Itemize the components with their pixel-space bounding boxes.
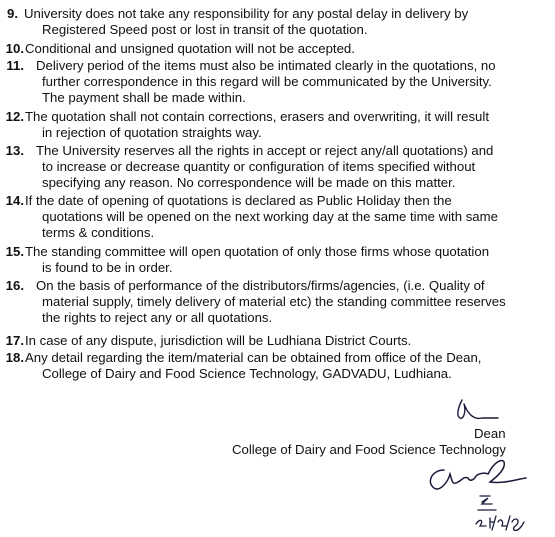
- item-text-line: to increase or decrease quantity or configuration of items specified without: [42, 159, 476, 174]
- handwritten-signature-icon: [452, 396, 502, 428]
- signatory-institution: College of Dairy and Food Science Technology: [232, 442, 506, 457]
- item-number: 13.: [5, 143, 24, 158]
- item-text-line: In case of any dispute, jurisdiction will be Ludhiana District Courts.: [25, 333, 412, 348]
- item-number: 9.: [7, 6, 18, 21]
- item-text-line: the rights to reject any or all quotations.: [42, 310, 273, 325]
- item-text-line: in rejection of quotation straights way.: [42, 125, 262, 140]
- item-text-line: Registered Speed post or lost in transit of the quotation.: [42, 22, 368, 37]
- item-text-line: is found to be in order.: [42, 260, 173, 275]
- item-number: 12.: [5, 109, 24, 124]
- item-text-line: The payment shall be made within.: [42, 90, 246, 105]
- signatory-title: Dean: [474, 426, 506, 441]
- item-text-line: Delivery period of the items must also be intimated clearly in the quotations, no: [36, 58, 496, 73]
- item-number: 10.: [5, 41, 24, 56]
- item-text-line: The standing committee will open quotation of only those firms whose quotation: [25, 244, 490, 259]
- item-number: 14.: [5, 193, 24, 208]
- item-text-line: University does not take any responsibility for any postal delay in delivery by: [24, 6, 469, 21]
- item-text-line: Conditional and unsigned quotation will not be accepted.: [25, 41, 355, 56]
- item-number: 16.: [5, 278, 24, 293]
- item-text-line: College of Dairy and Food Science Technology, GADVADU, Ludhiana.: [42, 366, 452, 381]
- item-text-line: specifying any reason. No correspondence will be made on this matter.: [42, 175, 456, 190]
- item-text-line: terms & conditions.: [42, 225, 155, 240]
- item-number: 18.: [5, 350, 24, 365]
- item-text-line: On the basis of performance of the distributors/firms/agencies, (i.e. Quality of: [36, 278, 485, 293]
- item-text-line: If the date of opening of quotations is declared as Public Holiday then the: [25, 193, 452, 208]
- item-number: 17.: [5, 333, 24, 348]
- item-text-line: material supply, timely delivery of material etc) the standing committee reserves: [42, 294, 506, 309]
- item-text-line: Any detail regarding the item/material can be obtained from office of the Dean,: [25, 350, 482, 365]
- initials-with-date-icon: [418, 452, 543, 534]
- item-text-line: further correspondence in this regard will be communicated by the University.: [42, 74, 492, 89]
- item-text-line: quotations will be opened on the next working day at the same time with same: [42, 209, 498, 224]
- item-number: 11.: [6, 58, 24, 73]
- item-text-line: The University reserves all the rights in accept or reject any/all quotations) and: [36, 143, 494, 158]
- item-number: 15.: [5, 244, 24, 259]
- item-text-line: The quotation shall not contain corrections, erasers and overwriting, it will result: [25, 109, 489, 124]
